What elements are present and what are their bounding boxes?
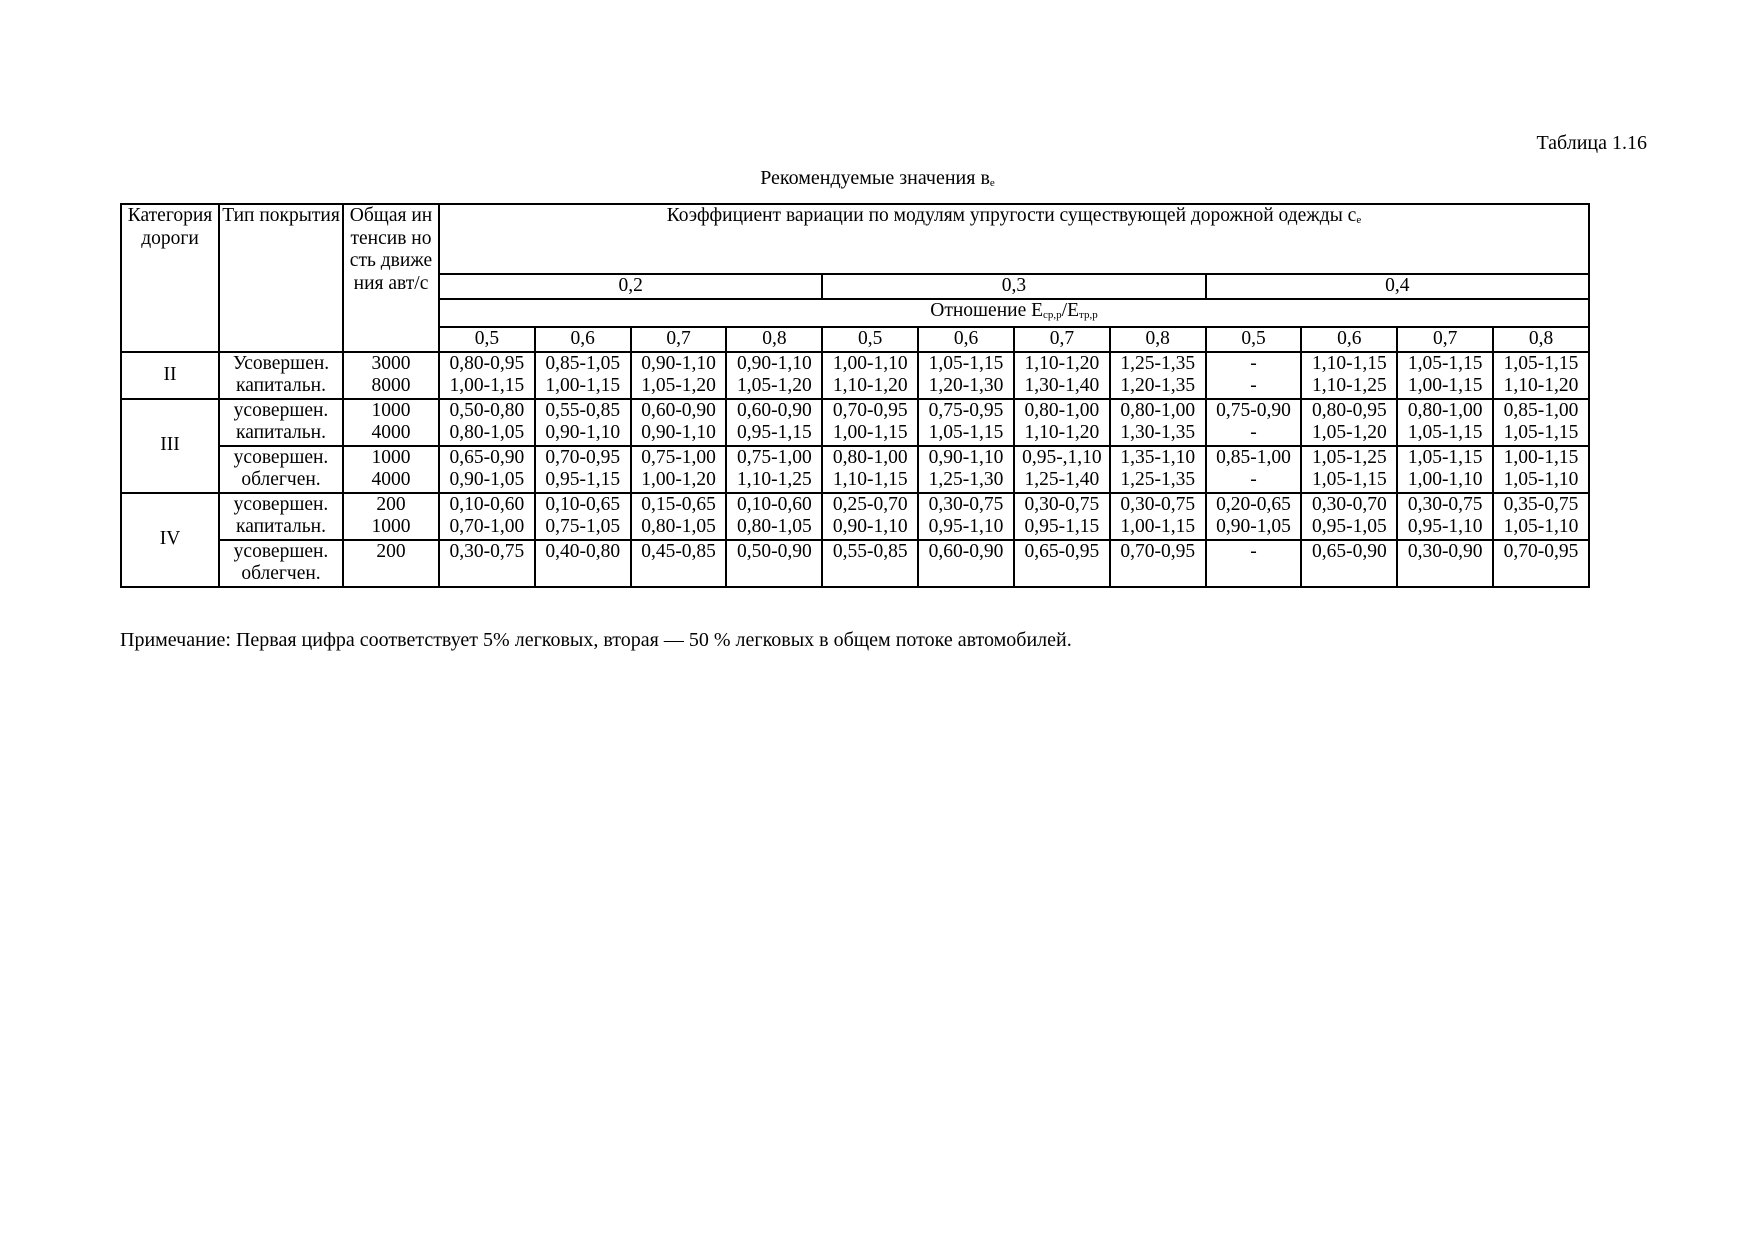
- table-note: Примечание: Первая цифра соответствует 5% легковых, вторая — 50 % легковых в общем потоке автомобилей.: [120, 629, 1072, 651]
- value-cell: [822, 493, 918, 540]
- value-line: 0,30-0,75: [1024, 493, 1100, 515]
- value-line: 0,80-1,00: [1024, 399, 1100, 421]
- value-cell: [1301, 493, 1397, 540]
- value-line: 1,25-1,35: [1120, 352, 1196, 374]
- value-line: 0,80-1,00: [1407, 399, 1483, 421]
- intensity-cell-line: [346, 563, 436, 586]
- value-line: 0,30-0,75: [928, 493, 1004, 515]
- value-line: 0,95-1,10: [1407, 516, 1483, 537]
- value-line: 1,05-1,10: [1503, 516, 1579, 537]
- header-coefficient-text: Коэффициент вариации по модулям упругости существующей дорожной одежды с: [666, 205, 1357, 226]
- value-cell: [1110, 540, 1206, 587]
- surface-type-cell-line: усовершен.: [233, 493, 329, 515]
- value-line: 1,00-1,15: [832, 422, 908, 443]
- value-line: 0,50-0,90: [737, 540, 812, 562]
- intensity-cell: [343, 493, 439, 540]
- category-cell: II: [121, 352, 219, 399]
- value-cell: [631, 540, 727, 587]
- value-line: 1,10-1,20: [832, 375, 908, 396]
- value-line: 0,90-1,10: [832, 516, 908, 537]
- value-cell: [1493, 399, 1589, 446]
- value-line: 1,05-1,15: [928, 352, 1004, 374]
- table-row: [121, 399, 1589, 446]
- value-cell: [1493, 493, 1589, 540]
- ratio-value-cell: 0,8: [726, 327, 822, 352]
- value-cell: [1493, 446, 1589, 493]
- value-line: 1,00-1,15: [449, 375, 525, 396]
- ratio-value-cell: 0,5: [1206, 327, 1302, 352]
- value-cell: [918, 493, 1014, 540]
- value-line: 0,30-0,75: [449, 540, 525, 562]
- surface-type-cell-line: усовершен.: [233, 446, 329, 468]
- header-coef-group: 0,4: [1206, 274, 1589, 299]
- value-cell: [1397, 446, 1493, 493]
- value-line: 0,95-,1,10: [1022, 446, 1102, 468]
- value-line: 0,85-1,00: [1216, 446, 1291, 468]
- intensity-cell-line: 4000: [371, 422, 411, 443]
- value-line: 0,10-0,60: [449, 493, 525, 515]
- ratio-value-cell: 0,5: [439, 327, 535, 352]
- table-row: [121, 446, 1589, 493]
- value-line: 0,80-1,00: [1120, 399, 1196, 421]
- value-line: 1,10-1,20: [1503, 375, 1579, 396]
- value-line: 1,00-1,15: [545, 375, 621, 396]
- value-line: 1,20-1,35: [1120, 375, 1196, 396]
- value-cell: [535, 399, 631, 446]
- value-line: [538, 563, 628, 586]
- value-cell: [918, 540, 1014, 587]
- value-line: 0,80-1,05: [449, 422, 525, 443]
- value-cell: [726, 352, 822, 399]
- value-line: 1,20-1,30: [928, 375, 1004, 396]
- caption-subscript: е: [989, 177, 995, 189]
- value-line: -: [1250, 540, 1257, 562]
- intensity-cell-line: 4000: [371, 469, 411, 490]
- value-line: 1,25-1,40: [1024, 469, 1100, 490]
- ratio-value-cell: 0,6: [918, 327, 1014, 352]
- value-line: [634, 563, 724, 586]
- value-cell: [1206, 399, 1302, 446]
- value-line: [921, 563, 1011, 586]
- value-cell: [726, 399, 822, 446]
- table-header: [121, 204, 1589, 352]
- value-line: 1,00-1,15: [1120, 516, 1196, 537]
- surface-type-cell: [219, 493, 343, 540]
- value-cell: [822, 399, 918, 446]
- value-line: [1304, 563, 1394, 586]
- value-cell: [1014, 352, 1110, 399]
- intensity-cell-line: 200: [376, 540, 406, 562]
- intensity-cell-line: 1000: [371, 516, 411, 537]
- value-cell: [1014, 540, 1110, 587]
- value-line: 0,30-0,70: [1311, 493, 1387, 515]
- header-ratio-sub1: ср,р: [1043, 308, 1062, 321]
- value-line: 0,60-0,90: [928, 540, 1004, 562]
- surface-type-cell: [219, 540, 343, 587]
- value-line: 1,00-1,15: [1503, 446, 1579, 468]
- value-line: -: [1250, 422, 1257, 443]
- value-line: 0,45-0,85: [641, 540, 716, 562]
- ratio-value-cell: 0,8: [1110, 327, 1206, 352]
- table-row: [121, 493, 1589, 540]
- value-cell: [1206, 540, 1302, 587]
- value-line: 0,80-1,05: [641, 516, 716, 537]
- value-cell: [631, 399, 727, 446]
- value-line: 0,90-1,10: [737, 352, 812, 374]
- table-body: [121, 352, 1589, 587]
- value-cell: [535, 493, 631, 540]
- value-line: 0,70-0,95: [545, 446, 621, 468]
- header-coefficient-subscript: е: [1356, 214, 1362, 226]
- value-line: [1209, 563, 1299, 586]
- value-line: 0,35-0,75: [1503, 493, 1579, 515]
- header-coefficient: [439, 204, 1589, 274]
- header-ratio-sub2: тр,р: [1079, 308, 1098, 321]
- ratio-value-cell: 0,7: [1014, 327, 1110, 352]
- value-cell: [439, 493, 535, 540]
- value-line: 0,85-1,00: [1503, 399, 1579, 421]
- value-cell: [1014, 446, 1110, 493]
- surface-type-cell-line: капитальн.: [236, 375, 326, 396]
- value-line: 0,50-0,80: [449, 399, 525, 421]
- value-cell: [1301, 399, 1397, 446]
- value-line: 0,20-0,65: [1216, 493, 1291, 515]
- value-cell: [1014, 493, 1110, 540]
- value-line: 0,10-0,60: [737, 493, 812, 515]
- ratio-value-cell: 0,7: [631, 327, 727, 352]
- value-cell: [1206, 352, 1302, 399]
- value-cell: [1301, 352, 1397, 399]
- header-surface-type: Тип покрытия: [219, 204, 343, 352]
- surface-type-cell-line: усовершен.: [233, 540, 329, 562]
- value-cell: [439, 540, 535, 587]
- value-line: 1,05-1,15: [1503, 422, 1579, 443]
- header-category: Категория дороги: [121, 204, 219, 352]
- value-cell: [726, 493, 822, 540]
- table-number: Таблица 1.16: [1536, 132, 1647, 154]
- surface-type-cell: [219, 352, 343, 399]
- value-line: 0,70-0,95: [1503, 540, 1579, 562]
- value-line: 1,25-1,35: [1120, 469, 1196, 490]
- value-line: 0,90-1,10: [928, 446, 1004, 468]
- value-line: 1,05-1,20: [641, 375, 716, 396]
- value-line: 1,05-1,15: [1311, 469, 1387, 490]
- caption-text: Рекомендуемые значения в: [760, 167, 990, 189]
- header-coef-group: 0,3: [822, 274, 1205, 299]
- value-cell: [726, 540, 822, 587]
- value-cell: [1110, 493, 1206, 540]
- header-ratio-slash: /Е: [1061, 299, 1079, 321]
- value-cell: [822, 540, 918, 587]
- value-line: 1,05-1,25: [1311, 446, 1387, 468]
- value-line: 1,05-1,20: [1311, 422, 1387, 443]
- surface-type-cell-line: Усовершен.: [232, 352, 330, 374]
- value-cell: [822, 352, 918, 399]
- value-cell: [1110, 352, 1206, 399]
- value-line: 0,80-0,95: [1311, 399, 1387, 421]
- value-cell: [535, 352, 631, 399]
- value-line: -: [1250, 375, 1257, 396]
- value-cell: [918, 446, 1014, 493]
- value-line: 0,90-1,05: [1216, 516, 1291, 537]
- intensity-cell-line: 1000: [371, 399, 411, 421]
- value-cell: [439, 446, 535, 493]
- header-coef-group: 0,2: [439, 274, 822, 299]
- value-cell: [822, 446, 918, 493]
- value-line: 0,70-1,00: [449, 516, 525, 537]
- value-line: [442, 563, 532, 586]
- surface-type-cell: [219, 446, 343, 493]
- value-line: 1,05-1,15: [928, 422, 1004, 443]
- value-line: 0,80-1,05: [737, 516, 812, 537]
- value-line: 0,55-0,85: [832, 540, 908, 562]
- value-line: 0,85-1,05: [545, 352, 621, 374]
- value-line: 1,10-1,20: [1024, 422, 1100, 443]
- value-line: [729, 563, 819, 586]
- value-line: 0,95-1,15: [1024, 516, 1100, 537]
- category-cell: III: [121, 399, 219, 493]
- intensity-cell-line: 200: [376, 493, 406, 515]
- value-cell: [726, 446, 822, 493]
- value-cell: [918, 352, 1014, 399]
- value-line: [1400, 563, 1490, 586]
- value-line: 0,30-0,75: [1120, 493, 1196, 515]
- value-cell: [1014, 399, 1110, 446]
- value-line: 0,65-0,90: [1311, 540, 1387, 562]
- intensity-cell: [343, 446, 439, 493]
- value-line: 0,60-0,90: [737, 399, 812, 421]
- value-cell: [1110, 399, 1206, 446]
- value-line: 0,90-1,05: [449, 469, 525, 490]
- value-cell: [631, 352, 727, 399]
- intensity-cell: [343, 399, 439, 446]
- ratio-value-cell: 0,5: [822, 327, 918, 352]
- value-line: 0,75-0,95: [928, 399, 1004, 421]
- value-line: 0,55-0,85: [545, 399, 621, 421]
- header-ratio: [439, 299, 1589, 328]
- value-line: 0,90-1,10: [545, 422, 621, 443]
- value-line: 1,10-1,20: [1024, 352, 1100, 374]
- value-cell: [535, 540, 631, 587]
- value-cell: [1493, 540, 1589, 587]
- value-cell: [1397, 399, 1493, 446]
- value-cell: [1397, 540, 1493, 587]
- table-caption: [0, 166, 1755, 195]
- table-row: [121, 540, 1589, 587]
- value-line: 1,05-1,15: [1407, 446, 1483, 468]
- surface-type-cell-line: капитальн.: [236, 516, 326, 537]
- value-line: 1,00-1,15: [1407, 375, 1483, 396]
- ratio-value-cell: 0,7: [1397, 327, 1493, 352]
- value-line: [1496, 563, 1586, 586]
- value-line: 0,40-0,80: [545, 540, 621, 562]
- value-cell: [535, 446, 631, 493]
- value-cell: [1206, 446, 1302, 493]
- value-line: 1,05-1,20: [737, 375, 812, 396]
- value-line: 1,10-1,25: [737, 469, 812, 490]
- value-line: 0,80-0,95: [449, 352, 525, 374]
- ratio-value-cell: 0,6: [535, 327, 631, 352]
- value-line: 0,95-1,15: [545, 469, 621, 490]
- value-line: 0,70-0,95: [1120, 540, 1196, 562]
- value-line: 0,90-1,10: [641, 422, 716, 443]
- surface-type-cell-line: капитальн.: [236, 422, 326, 443]
- intensity-cell: [343, 540, 439, 587]
- value-line: 1,10-1,15: [1311, 352, 1387, 374]
- surface-type-cell-line: усовершен.: [233, 399, 329, 421]
- value-cell: [631, 446, 727, 493]
- surface-type-cell-line: облегчен.: [241, 563, 321, 584]
- value-line: 1,10-1,15: [832, 469, 908, 490]
- value-line: 0,95-1,15: [737, 422, 812, 443]
- value-line: 1,05-1,15: [1503, 352, 1579, 374]
- value-line: [1113, 563, 1203, 586]
- value-cell: [439, 352, 535, 399]
- value-line: 0,80-1,00: [832, 446, 908, 468]
- value-cell: [1206, 493, 1302, 540]
- value-line: 0,60-0,90: [641, 399, 716, 421]
- header-intensity: Общая интенсив ность движения авт/с: [343, 204, 439, 352]
- value-line: 0,75-1,05: [545, 516, 621, 537]
- value-cell: [631, 493, 727, 540]
- value-line: 0,75-1,00: [737, 446, 812, 468]
- value-line: -: [1250, 352, 1257, 374]
- value-line: 0,30-0,75: [1407, 493, 1483, 515]
- value-line: 0,75-0,90: [1216, 399, 1291, 421]
- surface-type-cell-line: облегчен.: [241, 469, 321, 490]
- value-line: 1,30-1,40: [1024, 375, 1100, 396]
- value-line: [1017, 563, 1107, 586]
- table-row: [121, 352, 1589, 399]
- category-cell: IV: [121, 493, 219, 587]
- value-line: 0,30-0,90: [1407, 540, 1483, 562]
- surface-type-cell: [219, 399, 343, 446]
- value-line: 1,05-1,15: [1407, 352, 1483, 374]
- value-line: 1,30-1,35: [1120, 422, 1196, 443]
- value-cell: [1301, 540, 1397, 587]
- value-line: 0,15-0,65: [641, 493, 716, 515]
- value-cell: [1301, 446, 1397, 493]
- ratio-value-cell: 0,6: [1301, 327, 1397, 352]
- value-line: 1,05-1,15: [1407, 422, 1483, 443]
- value-line: 1,00-1,10: [832, 352, 908, 374]
- ratio-value-cell: 0,8: [1493, 327, 1589, 352]
- value-line: 1,10-1,25: [1311, 375, 1387, 396]
- value-line: 1,00-1,10: [1407, 469, 1483, 490]
- intensity-cell: [343, 352, 439, 399]
- value-cell: [1397, 352, 1493, 399]
- value-cell: [1397, 493, 1493, 540]
- value-line: 1,35-1,10: [1120, 446, 1196, 468]
- intensity-cell-line: 1000: [371, 446, 411, 468]
- coefficient-table: [120, 203, 1590, 588]
- value-line: 0,65-0,95: [1024, 540, 1100, 562]
- intensity-cell-line: 3000: [371, 352, 411, 374]
- value-line: 0,95-1,05: [1311, 516, 1387, 537]
- value-line: -: [1250, 469, 1257, 490]
- value-line: 0,25-0,70: [832, 493, 908, 515]
- value-line: 0,75-1,00: [641, 446, 716, 468]
- value-line: 0,95-1,10: [928, 516, 1004, 537]
- value-cell: [439, 399, 535, 446]
- value-line: [825, 563, 915, 586]
- value-line: 1,05-1,10: [1503, 469, 1579, 490]
- value-cell: [1110, 446, 1206, 493]
- value-line: 0,90-1,10: [641, 352, 716, 374]
- value-cell: [1493, 352, 1589, 399]
- value-line: 1,00-1,20: [641, 469, 716, 490]
- header-ratio-prefix: Отношение Е: [930, 299, 1044, 321]
- value-line: 1,25-1,30: [928, 469, 1004, 490]
- value-cell: [918, 399, 1014, 446]
- value-line: 0,70-0,95: [832, 399, 908, 421]
- value-line: 0,10-0,65: [545, 493, 621, 515]
- intensity-cell-line: 8000: [371, 375, 411, 396]
- value-line: 0,65-0,90: [449, 446, 525, 468]
